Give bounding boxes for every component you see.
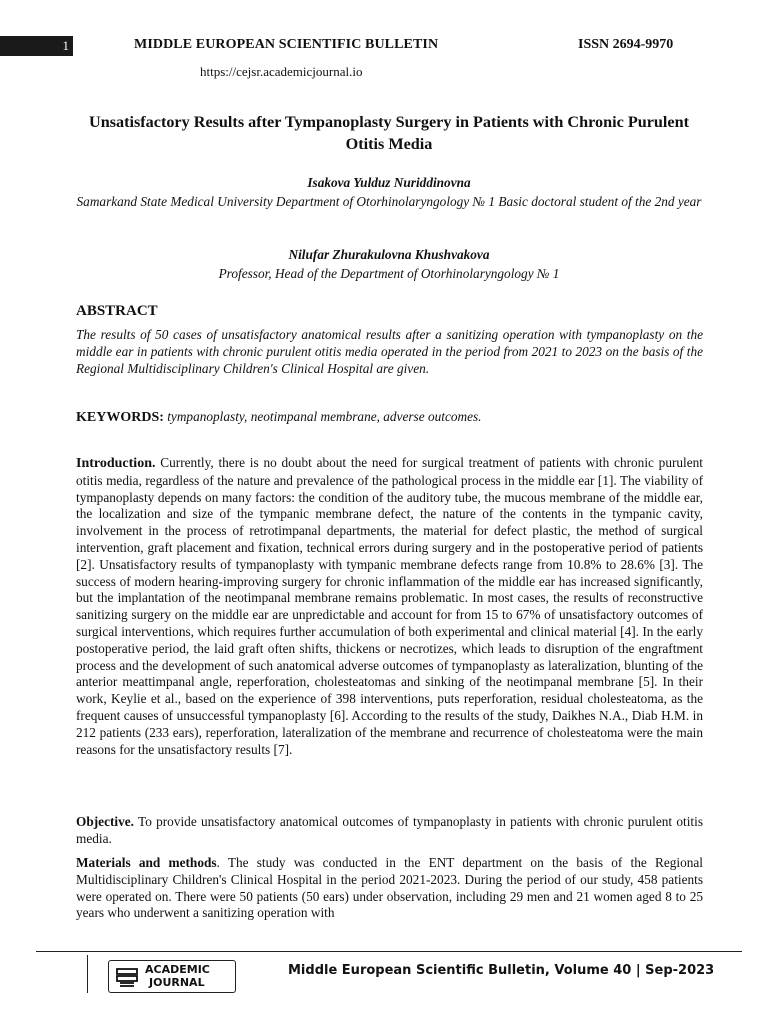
book-icon: [115, 966, 139, 988]
author-name-2: Nilufar Zhurakulovna Khushvakova: [288, 247, 490, 262]
footer-divider: [36, 951, 742, 952]
logo-line-2: JOURNAL: [149, 975, 205, 989]
paper-title: Unsatisfactory Results after Tympanoplasty Surgery in Patients with Chronic Purulent Otitis Media: [89, 113, 689, 153]
academic-journal-logo: [108, 960, 236, 993]
footer-vertical-divider: [87, 955, 88, 993]
abstract-heading: ABSTRACT: [76, 303, 158, 319]
methods-text: . The study was conducted in the ENT department on the basis of the Regional Multidisciplinary Children's Clinical Hospital in the period 2021-2023. During the period of our study, 458 patients were operated on. There were 50 patients (50 ears) under observation, including 29 men and 21 women aged 8 to 25 years who underwent a sanitizing operation with: [76, 855, 703, 921]
introduction-text: Currently, there is no doubt about the need for surgical treatment of patients with chronic purulent otitis media, regardless of the nature and prevalence of the pathological process in the middle ear [1]. The viability of tympanoplasty depends on many factors: the condition of the auditory tube, the mucous membrane of the middle ear, the localization and size of the tympanic membrane defect, the nature of the contents in the tympanic cavity, involvement in the process of retrotimpanal departments, the material for defect plastic, the method of surgical intervention, graft placement and fixation, technical errors during surgery and in the postoperative period of patients [2]. Unsatisfactory results of tympanoplasty with tympanic membrane defects range from 10.8% to 28.6% [3]. The success of modern hearing-improving surgery for chronic inflammation of the middle ear has increased significantly, but the implantation of the neotimpanal membrane remains problematic. In most cases, the results of reconstructive sanitizing surgery on the middle ear are unpredictable and account for from 15 to 67% of unsatisfactory outcomes of surgical interventions, which requires further accumulation of both experimental and clinical material [4]. In the early postoperative period, the laid graft often shifts, thickens or necrotizes, which leads to disruption of the engraftment process and the development of such anatomical adverse outcomes of tympanoplasty as lateralization, blunting of the anterior meattimpanal angle, reperforation, cholesteatomas and sinking of the neotimpanal membrane [5]. In their work, Keylie et al., based on the experience of 398 interventions, puts reperforation, residual cholesteatoma, as the frequent causes of unsuccessful tympanoplasty [6]. According to the results of the study, Daikhes N.A., Diab H.M. in 212 patients (233 ears), reperforation, lateralization of the membrane and recurrence of cholesteatoma were the main reasons for the unsatisfactory results [7].: [76, 455, 703, 757]
introduction-label: Introduction.: [76, 456, 156, 471]
journal-name: MIDDLE EUROPEAN SCIENTIFIC BULLETIN: [134, 37, 439, 52]
footer-citation: Middle European Scientific Bulletin, Volume 40 | Sep-2023: [288, 963, 715, 978]
methods-label: Materials and methods: [76, 855, 217, 870]
author-affiliation-1: Samarkand State Medical University Department of Otorhinolaryngology № 1 Basic doctoral student of the 2nd year: [76, 194, 702, 209]
author-affiliation-2: Professor, Head of the Department of Otorhinolaryngology № 1: [218, 266, 560, 281]
objective-paragraph: [76, 814, 703, 848]
abstract-text: The results of 50 cases of unsatisfactory anatomical results after a sanitizing operation with tympanoplasty on the middle ear in patients with chronic purulent otitis media operated in the period from 2021 to 2023 on the basis of the Regional Multidisciplinary Children's Clinical Hospital are given.: [76, 327, 703, 376]
objective-label: Objective.: [76, 814, 134, 829]
keywords: [76, 409, 703, 426]
page-number-bar: [0, 36, 73, 56]
journal-url-link[interactable]: https://cejsr.academicjournal.io: [200, 64, 363, 79]
keywords-label: KEYWORDS:: [76, 410, 164, 425]
logo-text: [145, 964, 210, 989]
introduction-paragraph: [76, 455, 703, 758]
objective-text: To provide unsatisfactory anatomical outcomes of tympanoplasty in patients with chronic purulent otitis media.: [76, 814, 703, 846]
logo-line-1: ACADEMIC: [145, 963, 210, 976]
keywords-text: tympanoplasty, neotimpanal membrane, adverse outcomes.: [167, 409, 482, 424]
author-name-1: Isakova Yulduz Nuriddinovna: [307, 175, 471, 190]
issn: ISSN 2694-9970: [578, 37, 674, 52]
page-number: 1: [62, 38, 69, 53]
methods-paragraph: [76, 855, 703, 922]
